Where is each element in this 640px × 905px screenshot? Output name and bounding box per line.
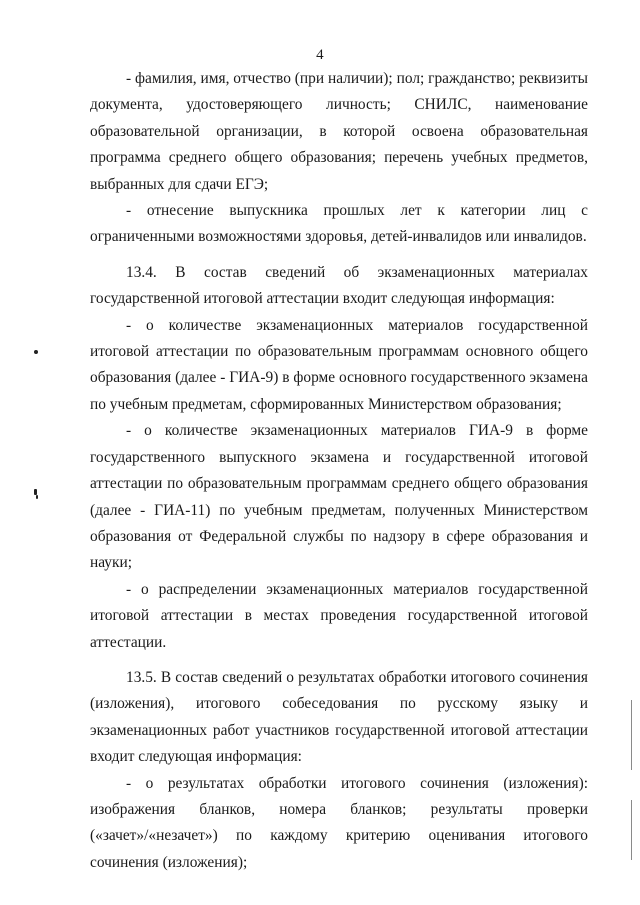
scan-edge-line [631,800,632,860]
paragraph-section-13-4: 13.4. В состав сведений об экзаменационных материалах государственной итоговой аттестации входит следующая информация: [90,263,588,308]
paragraph-materials-distribution: - о распределении экзаменационных материалов государственной итоговой аттестации в местах проведения государственной итоговой аттестации. [90,580,588,651]
scan-speck [36,495,38,499]
document-body [90,66,588,876]
page-number: 4 [316,47,324,63]
paragraph-gia11-materials: - о количестве экзаменационных материалов ГИА-9 в форме государственного выпускного экзамена и государственной итоговой аттестации по образовательным программам среднего общего образования (далее - ГИА-11) по учебным предметам, полученных Министерством образования от Федеральной службы по надзору в сфере образования и науки; [90,422,588,572]
scan-edge-line [631,700,632,770]
paragraph-gia9-materials: - о количестве экзаменационных материалов государственной итоговой аттестации по образовательным программам основного общего образования (далее - ГИА-9) в форме основного государственного экзамена по учебным предметам, сформированных Министерством образования; [90,316,588,413]
paragraph-essay-results: - о результатах обработки итогового сочинения (изложения): изображения бланков, номера бланков; результаты проверки («зачет»/«незачет») по каждому критерию оценивания итогового сочинения (изложения); [90,774,588,871]
scan-speck [34,350,38,354]
paragraph-disability-category: - отнесение выпускника прошлых лет к категории лиц с ограниченными возможностями здоровья, детей-инвалидов или инвалидов. [90,202,588,246]
paragraph-personal-data: - фамилия, имя, отчество (при наличии); пол; гражданство; реквизиты документа, удостоверяющего личность; СНИЛС, наименование образовательной организации, в которой освоена образовательная программа среднего общего образования; перечень учебных предметов, выбранных для сдачи ЕГЭ; [90,70,588,193]
paragraph-section-13-5: 13.5. В состав сведений о результатах обработки итогового сочинения (изложения), итогового собеседования по русскому языку и экзаменационных работ участников государственной итоговой аттестации входит следующая информация: [90,668,588,766]
